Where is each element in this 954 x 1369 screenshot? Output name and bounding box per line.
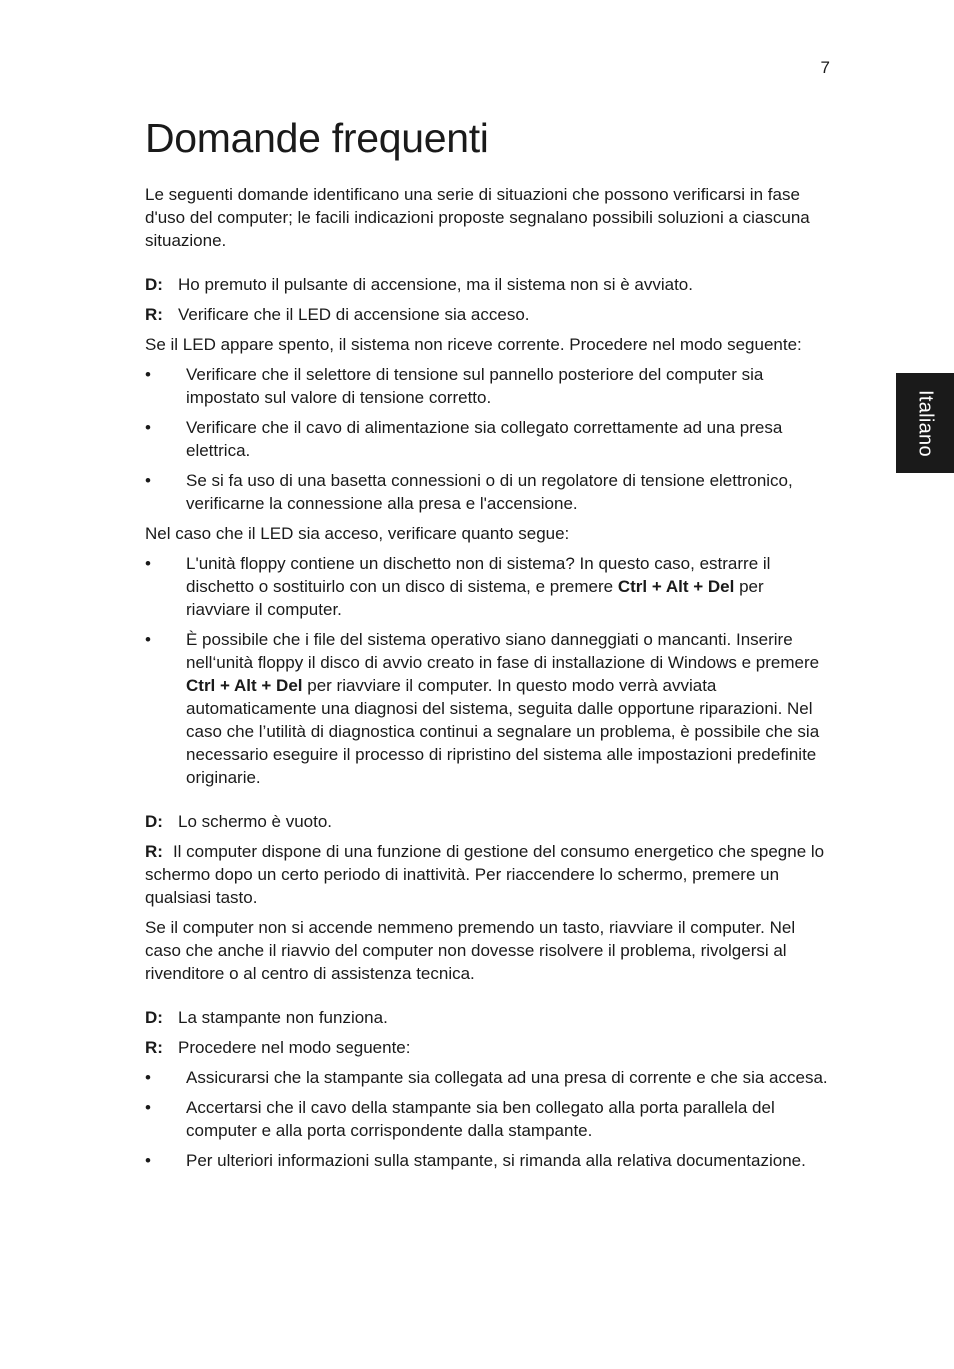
- list-item: [145, 1066, 830, 1089]
- answer: [145, 840, 830, 909]
- bullet-list: [145, 552, 830, 789]
- bullet: •: [145, 1098, 151, 1117]
- faq-printer: [145, 1006, 830, 1172]
- answer-label: R:: [145, 1038, 163, 1057]
- language-tab: [896, 373, 954, 473]
- bullet: •: [145, 418, 151, 437]
- key-combination: Ctrl + Alt + Del: [186, 676, 303, 695]
- question-text: La stampante non funziona.: [178, 1008, 388, 1027]
- list-item-text: Assicurarsi che la stampante sia collegata ad una presa di corrente e che sia accesa.: [186, 1068, 828, 1087]
- list-item: [145, 628, 830, 789]
- faq-power: [145, 273, 830, 789]
- list-item-text: Verificare che il selettore di tensione sul pannello posteriore del computer sia impostato sul valore di tensione corretto.: [186, 365, 764, 407]
- key-combination: Ctrl + Alt + Del: [617, 577, 735, 596]
- paragraph: Se il LED appare spento, il sistema non riceve corrente. Procedere nel modo seguente:: [145, 335, 802, 354]
- list-item-text: L'unità floppy contiene un dischetto non di sistema? In questo caso, estrarre il dischetto o sostituirlo con un disco di sistema, e premere: [186, 554, 771, 596]
- question: [145, 273, 830, 296]
- list-item-text: per riavviare il computer.: [186, 577, 764, 619]
- answer-label: R:: [145, 842, 163, 861]
- list-item: [145, 469, 830, 515]
- question: [145, 1006, 830, 1029]
- question-label: D:: [145, 275, 163, 294]
- bullet-list: [145, 1066, 830, 1172]
- answer-text: Procedere nel modo seguente:: [178, 1038, 411, 1057]
- bullet: •: [145, 1068, 151, 1087]
- list-item-text: per riavviare il computer. In questo modo verrà avviata automaticamente una diagnosi del sistema, seguita dalle opportune riparazioni. Nel caso che l’utilità di diagnostica continui a segnalare un problema, è possibile che sia necessario eseguire il processo di ripristino del sistema alle impostazioni predefinite originarie.: [186, 676, 820, 787]
- language-tab-label: Italiano: [914, 389, 937, 457]
- document-body: [145, 110, 830, 1179]
- page-number: 7: [820, 58, 830, 77]
- list-item-text: È possibile che i file del sistema operativo siano danneggiati o mancanti. Inserire nell‘unità floppy il disco di avvio creato in fase di installazione di Windows e premere: [186, 630, 820, 672]
- list-item-text: Per ulteriori informazioni sulla stampante, si rimanda alla relativa documentazione.: [186, 1151, 806, 1170]
- answer-text: Il computer dispone di una funzione di gestione del consumo energetico che spegne lo schermo dopo un certo periodo di inattività. Per riaccendere lo schermo, premere un qualsiasi tasto.: [145, 842, 825, 907]
- paragraph: Se il computer non si accende nemmeno premendo un tasto, riavviare il computer. Nel caso che anche il riavvio del computer non dovesse risolvere il problema, rivolgersi al rivenditore o al centro di assistenza tecnica.: [145, 918, 796, 983]
- list-item-text: Se si fa uso di una basetta connessioni o di un regolatore di tensione elettronico, verificarne la connessione alla presa e l'accensione.: [186, 471, 793, 513]
- bullet: •: [145, 1151, 151, 1170]
- answer: [145, 303, 830, 326]
- page-title: Domande frequenti: [145, 115, 489, 161]
- question-text: Ho premuto il pulsante di accensione, ma il sistema non si è avviato.: [178, 275, 693, 294]
- bullet: •: [145, 471, 151, 490]
- list-item-text: Accertarsi che il cavo della stampante sia ben collegato alla porta parallela del computer e alla porta corrispondente dalla stampante.: [186, 1098, 775, 1140]
- faq-screen: [145, 810, 830, 985]
- paragraph: Nel caso che il LED sia acceso, verificare quanto segue:: [145, 524, 570, 543]
- bullet: •: [145, 630, 151, 649]
- list-item: [145, 1149, 830, 1172]
- answer: [145, 1036, 830, 1059]
- bullet: •: [145, 554, 151, 573]
- list-item-text: Verificare che il cavo di alimentazione sia collegato correttamente ad una presa elettrica.: [186, 418, 783, 460]
- answer-text: Verificare che il LED di accensione sia acceso.: [178, 305, 530, 324]
- intro-paragraph: Le seguenti domande identificano una serie di situazioni che possono verificarsi in fase d'uso del computer; le facili indicazioni proposte segnalano possibili soluzioni a ciascuna situazione.: [145, 185, 810, 250]
- question: [145, 810, 830, 833]
- question-label: D:: [145, 1008, 163, 1027]
- list-item: [145, 416, 830, 462]
- list-item: [145, 552, 830, 621]
- list-item: [145, 363, 830, 409]
- list-item: [145, 1096, 830, 1142]
- question-text: Lo schermo è vuoto.: [178, 812, 333, 831]
- bullet-list: [145, 363, 830, 515]
- question-label: D:: [145, 812, 163, 831]
- answer-label: R:: [145, 305, 163, 324]
- bullet: •: [145, 365, 151, 384]
